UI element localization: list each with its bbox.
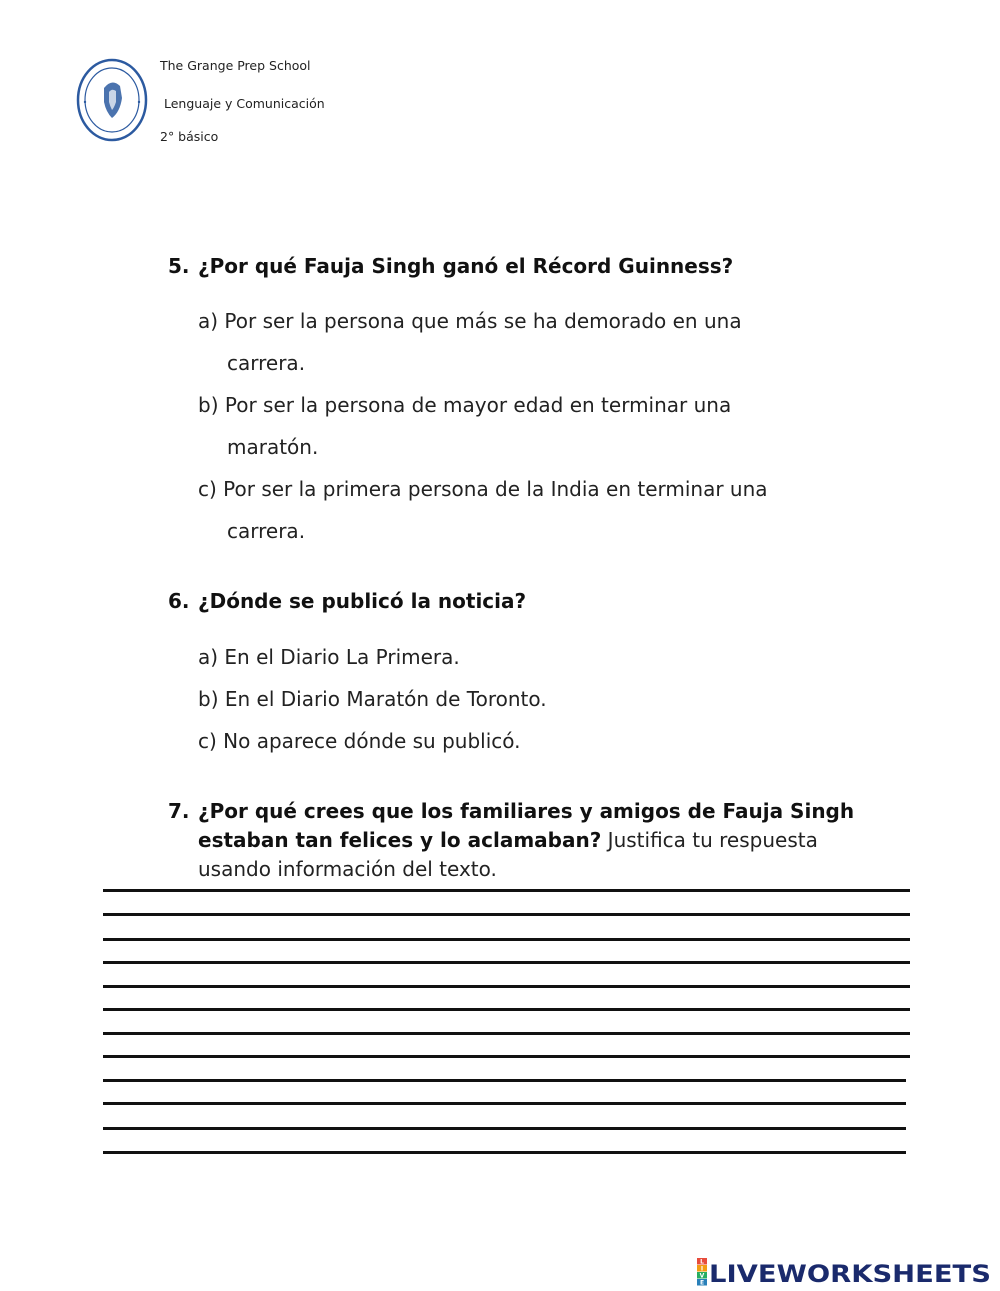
question-5-option-c-cont: carrera. [227, 519, 306, 543]
answer-line[interactable] [103, 1079, 906, 1082]
question-5-option-a[interactable]: a) Por ser la persona que más se ha demorado en una [198, 309, 742, 333]
question-7-text: ¿Por qué crees que los familiares y amigos de Fauja Singh estaban tan felices y lo aclamaban? [198, 799, 855, 852]
svg-text:V: V [699, 1272, 705, 1280]
question-5-option-a-cont: carrera. [227, 351, 306, 375]
question-6-option-c[interactable]: c) No aparece dónde su publicó. [198, 729, 521, 753]
question-5-option-b-cont: maratón. [227, 435, 319, 459]
svg-text:LIVEWORKSHEETS: LIVEWORKSHEETS [709, 1260, 991, 1286]
question-5-number: 5. [168, 254, 190, 278]
answer-line[interactable] [103, 1055, 910, 1058]
answer-line[interactable] [103, 1102, 906, 1105]
answer-line[interactable] [103, 1127, 906, 1130]
svg-text:L: L [700, 1258, 704, 1266]
question-6-option-b[interactable]: b) En el Diario Maratón de Toronto. [198, 687, 547, 711]
question-7-number: 7. [168, 799, 190, 823]
question-7-instruction: Justifica tu respuesta usando información del texto. [198, 828, 818, 881]
liveworksheets-logo [697, 1256, 993, 1286]
answer-line[interactable] [103, 1008, 910, 1011]
answer-line[interactable] [103, 961, 910, 964]
answer-line[interactable] [103, 889, 910, 892]
subject-name: Lenguaje y Comunicación [164, 96, 325, 111]
answer-line[interactable] [103, 985, 910, 988]
question-6 [168, 589, 526, 613]
question-7 [168, 797, 868, 884]
question-6-text: ¿Dónde se publicó la noticia? [198, 589, 527, 613]
answer-line[interactable] [103, 1151, 906, 1154]
school-name: The Grange Prep School [160, 58, 311, 73]
question-6-number: 6. [168, 589, 190, 613]
answer-line[interactable] [103, 913, 910, 916]
question-5-option-c[interactable]: c) Por ser la primera persona de la India en terminar una [198, 477, 768, 501]
question-5-option-b[interactable]: b) Por ser la persona de mayor edad en terminar una [198, 393, 732, 417]
question-5-text: ¿Por qué Fauja Singh ganó el Récord Guinness? [198, 254, 734, 278]
answer-line[interactable] [103, 938, 910, 941]
grade-level: 2° básico [160, 129, 219, 144]
school-seal-logo [76, 58, 148, 142]
svg-text:E: E [699, 1279, 705, 1286]
question-6-option-a[interactable]: a) En el Diario La Primera. [198, 645, 460, 669]
question-5 [168, 254, 733, 278]
answer-line[interactable] [103, 1032, 910, 1035]
svg-text:I: I [700, 1265, 704, 1273]
